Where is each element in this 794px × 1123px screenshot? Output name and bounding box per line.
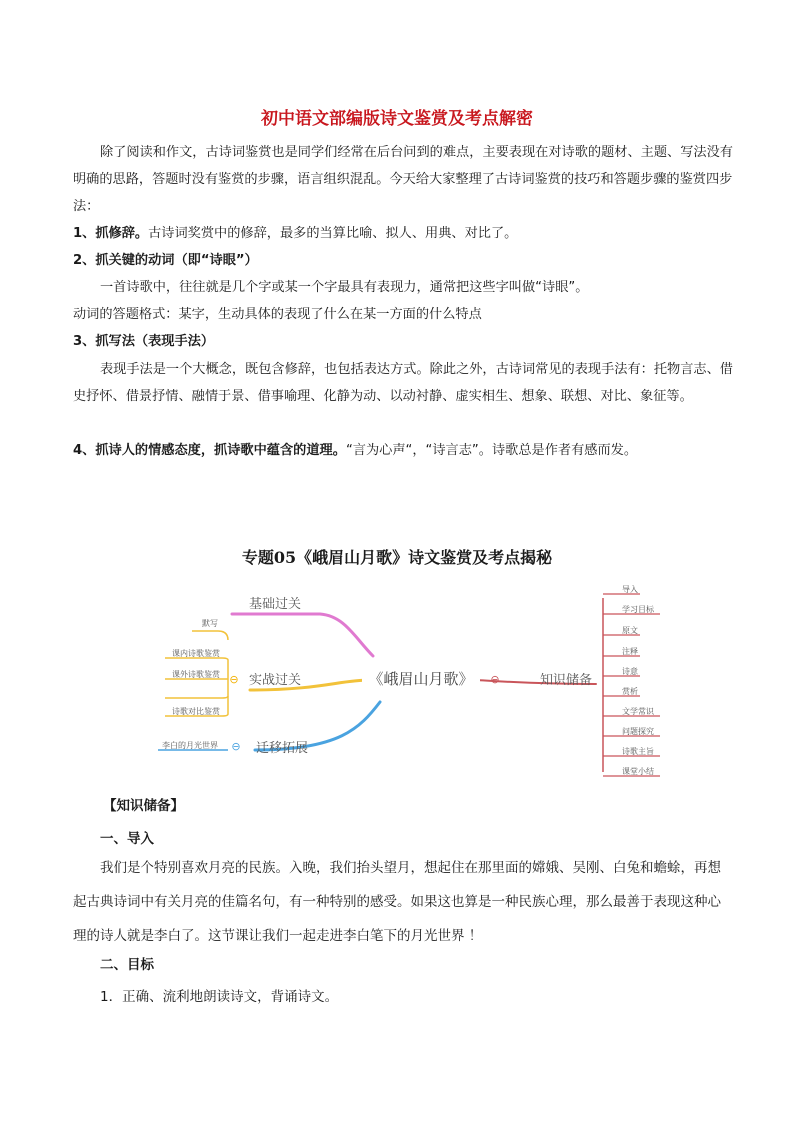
branch-knowledge: 知识储备 bbox=[539, 673, 593, 688]
knowledge-item: 原文 bbox=[622, 626, 638, 635]
step-2-text: 一首诗歌中，往往就是几个字或某一个字最具有表现力，通常把这些字叫做“诗眼”。 bbox=[100, 280, 589, 295]
knowledge-item: 诗意 bbox=[622, 667, 638, 676]
collapse-icon: ⊖ bbox=[231, 740, 241, 753]
practice-item: 诗歌对比鉴赏 bbox=[172, 707, 220, 716]
knowledge-item: 诗歌主旨 bbox=[622, 747, 654, 756]
knowledge-item: 赏析 bbox=[622, 687, 638, 696]
step-1-heading: 1、抓修辞。 bbox=[73, 226, 149, 241]
knowledge-item: 文学常识 bbox=[622, 707, 654, 716]
step-4-heading: 4、抓诗人的情感态度，抓诗歌中蕴含的道理。 bbox=[73, 443, 346, 458]
transfer-item: 李白的月光世界 bbox=[162, 741, 218, 750]
topic-title: 专题05《峨眉山月歌》诗文鉴赏及考点揭秘 bbox=[241, 548, 553, 567]
step-1-text: 古诗词奖赏中的修辞，最多的当算比喻、拟人、用典、对比了。 bbox=[148, 226, 518, 241]
collapse-icon: ⊖ bbox=[490, 673, 500, 686]
branch-line-basic bbox=[232, 614, 373, 656]
practice-item: 默写 bbox=[202, 619, 218, 628]
knowledge-heading: 【知识储备】 bbox=[103, 798, 184, 814]
step-2-format: 动词的答题格式：某字，生动具体的表现了什么在某一方面的什么特点 bbox=[73, 307, 482, 322]
branch-basic: 基础过关 bbox=[248, 597, 302, 612]
step-4 bbox=[73, 437, 733, 464]
section-heading-intro: 一、导入 bbox=[100, 831, 154, 847]
branch-transfer: 迁移拓展 bbox=[255, 741, 309, 756]
section-heading-goals: 二、目标 bbox=[100, 957, 154, 973]
center-node: 《峨眉山月歌》 bbox=[368, 670, 474, 688]
step-3-text: 表现手法是一个大概念，既包含修辞，也包括表达方式。除此之外，古诗词常见的表现手法有：托物言志、借史抒怀、借景抒情、融情于景、借事喻理、化静为动、以动衬静、虚实相生、想象、联想、对比、象征等。 bbox=[73, 362, 733, 404]
practice-item: 课内诗歌鉴赏 bbox=[172, 649, 220, 658]
knowledge-item: 注释 bbox=[622, 647, 638, 656]
knowledge-item: 导入 bbox=[622, 585, 638, 594]
knowledge-item: 学习目标 bbox=[622, 605, 654, 614]
knowledge-item: 问题探究 bbox=[622, 727, 654, 736]
collapse-icon: ⊖ bbox=[229, 673, 239, 686]
step-4-text: “言为心声“，“诗言志”。诗歌总是作者有感而发。 bbox=[345, 443, 638, 458]
step-1 bbox=[73, 220, 733, 247]
practice-item: 课外诗歌鉴赏 bbox=[172, 670, 220, 679]
intro-text: 我们是个特别喜欢月亮的民族。入晚，我们抬头望月，想起住在那里面的嫦娥、吴刚、白兔和蟾蜍，再想起古典诗词中有关月亮的佳篇名句，有一种特别的感受。如果这也算是一种民族心理，那么最善于表现这种心理的诗人就是李白了。这节课让我们一起走进李白笔下的月光世界 ！ bbox=[73, 860, 721, 944]
branch-practice: 实战过关 bbox=[248, 673, 302, 688]
goal-item: 1．正确、流利地朗读诗文，背诵诗文。 bbox=[100, 989, 339, 1005]
mind-map bbox=[0, 568, 794, 788]
knowledge-item: 课堂小结 bbox=[622, 767, 654, 776]
intro-paragraph: 除了阅读和作文，古诗词鉴赏也是同学们经常在后台问到的难点，主要表现在对诗歌的题材、主题、写法没有明确的思路，答题时没有鉴赏的步骤，语言组织混乱。今天给大家整理了古诗词鉴赏的技巧和答题步骤的鉴赏四步法： bbox=[73, 145, 733, 214]
step-3-heading: 3、抓写法（表现手法） bbox=[73, 334, 215, 349]
step-2-heading: 2、抓关键的动词（即“诗眼”） bbox=[73, 253, 258, 268]
document-title: 初中语文部编版诗文鉴赏及考点解密 bbox=[261, 109, 533, 129]
